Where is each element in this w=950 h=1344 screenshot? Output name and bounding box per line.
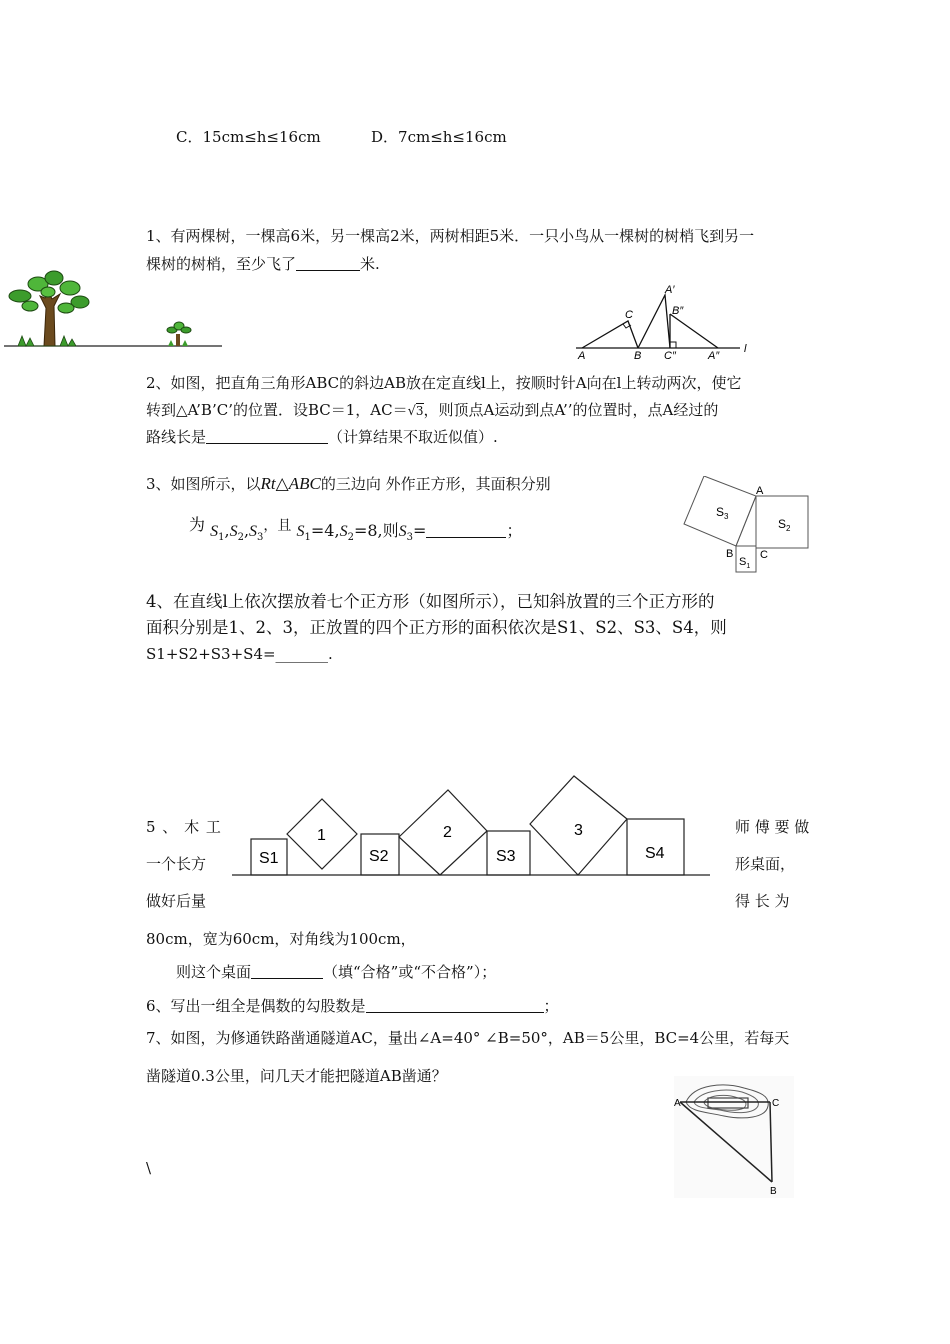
- q3-eq1: =4,: [310, 521, 340, 540]
- stray-backslash: \: [146, 1159, 152, 1177]
- q2-sqrt-value: 3: [415, 404, 424, 418]
- q2-label-a: A: [578, 350, 586, 362]
- q3-label-s3: $S_3$: [716, 505, 729, 521]
- q3-label-a: A: [756, 485, 764, 497]
- q5-line2-right: 形桌面，: [735, 855, 796, 873]
- q3-s2-eq-sub: 2: [347, 532, 354, 544]
- q5-line1-right: 师 傅 要 做: [735, 818, 810, 836]
- q4-line3: S1+S2+S3+S4=_______.: [146, 645, 333, 663]
- q3-label-c: C: [760, 549, 768, 561]
- q3-s1-sub: 1: [218, 532, 225, 544]
- q5-line4: 80cm，宽为60cm，对角线为100cm，: [146, 930, 416, 948]
- q3-s1: S: [210, 523, 219, 540]
- q1-line1: 1、有两棵树，一棵高6米，另一棵高2米，两树相距5米．一只小鸟从一棵树的树梢飞到另一: [146, 227, 755, 245]
- q6-answer-blank: [366, 998, 544, 1013]
- q4-line1: 4、在直线l上依次摆放着七个正方形（如图所示），已知斜放置的三个正方形的: [146, 592, 715, 611]
- q3-ze: 则: [382, 521, 399, 540]
- q2-line3-pre: 路线长是: [146, 428, 207, 446]
- q2-label-b-double-prime: B″: [672, 305, 684, 317]
- q2-rotation-figure: [568, 278, 758, 364]
- q2-label-c-double-prime: C″: [664, 350, 676, 362]
- q4-label-1: 1: [317, 827, 326, 844]
- q3-answer-blank: [426, 527, 506, 538]
- q3-wei: 为: [189, 515, 206, 534]
- trees-illustration: [0, 266, 226, 352]
- q1-answer-blank: [296, 256, 360, 271]
- q3-s2: S: [229, 523, 238, 540]
- sqrt-symbol: √: [407, 404, 416, 419]
- q4-label-2: 2: [443, 824, 452, 841]
- q1-line2-pre: 棵树的树梢，至少飞了: [146, 255, 297, 273]
- q3-line1: [146, 474, 551, 494]
- q2-line3-post: （计算结果不取近似值）.: [328, 428, 498, 446]
- q3-s2-sub: 2: [237, 532, 244, 544]
- q2-line3: [146, 427, 498, 447]
- q3-s3-eq-sub: 3: [406, 532, 413, 544]
- q2-line1: 2、如图，把直角三角形ABC的斜边AB放在定直线l上，按顺时针A向在l上转动两次，使它: [146, 374, 742, 392]
- q7-label-c: C: [772, 1098, 780, 1109]
- q4-label-s1: S1: [259, 850, 279, 867]
- q5-line3-left: 做好后量: [146, 892, 207, 910]
- q2-line2-post: ，则顶点A运动到点A’’的位置时，点A经过的: [423, 401, 719, 419]
- q5-answer-blank: [251, 964, 323, 979]
- small-tree-icon: [167, 322, 191, 346]
- q6-pre: 6、写出一组全是偶数的勾股数是: [146, 997, 366, 1015]
- q2-label-a-double-prime: A″: [708, 350, 720, 362]
- q2-label-a-prime: A′: [665, 284, 675, 296]
- q3-eq2: =8,: [353, 521, 383, 540]
- q3-label-b: B: [726, 548, 734, 560]
- q2-label-line-l: l: [744, 343, 747, 355]
- q7-tunnel-figure: [674, 1076, 794, 1198]
- big-tree-icon: [9, 271, 89, 346]
- q2-answer-blank: [206, 429, 328, 444]
- q1-line2-post: 米.: [360, 255, 380, 273]
- q5-line1-left: 5 、 木 工: [146, 818, 222, 836]
- q5-line3-right: 得 长 为: [735, 892, 790, 910]
- q3-s3-eq: S: [398, 523, 407, 540]
- q3-label-s2: $S_2$: [778, 517, 791, 533]
- q5-line5: [176, 962, 496, 982]
- q6-post: ；: [543, 997, 559, 1015]
- q3-end: ；: [506, 521, 523, 540]
- q3-line2: 为 $S_1,S_2,S_3$，且 $S_1=4,S_2=8$,则$S_3=$ ；: [189, 515, 523, 544]
- q5-line5-pre: 则这个桌面: [176, 963, 252, 981]
- q2-line2-pre: 转到△A’B’C’的位置．设BC＝1，AC＝: [146, 401, 408, 419]
- q7-label-a: A: [674, 1098, 681, 1109]
- q7-line1: 7、如图，为修通铁路凿通隧道AC，量出∠A=40° ∠B=50°，AB＝5公里，BC=4公里，若每天: [146, 1029, 790, 1047]
- q4-line2: 面积分别是1、2、3，正放置的四个正方形的面积依次是S1、S2、S3、S4，则: [146, 618, 727, 637]
- q7-label-b: B: [770, 1186, 777, 1197]
- q2-line2: [146, 400, 718, 422]
- q5-line5-post: （填“合格”或“不合格”）；: [323, 963, 497, 981]
- q6-line: [146, 996, 559, 1016]
- q3-s2-eq: S: [339, 523, 348, 540]
- q2-label-c: C: [625, 309, 633, 321]
- q7-line2: 凿隧道0.3公里，问几天才能把隧道AB凿通？: [146, 1067, 447, 1085]
- q2-label-b: B: [634, 350, 642, 362]
- q4-seven-squares-figure: [228, 772, 714, 880]
- q4-label-s3: S3: [496, 848, 516, 865]
- q3-squares-figure: [680, 476, 816, 580]
- option-d: D．7cm≤h≤16cm: [371, 128, 507, 146]
- q5-line2-left: 一个长方: [146, 855, 207, 873]
- q3-line1-post: 的三边向 外作正方形，其面积分别: [320, 475, 551, 493]
- q3-s3-sub: 3: [257, 532, 264, 544]
- q3-s1-eq: S: [296, 523, 305, 540]
- q4-label-s4: S4: [645, 845, 665, 862]
- q4-label-3: 3: [574, 822, 583, 839]
- q3-line1-pre: 3、如图所示，以: [146, 475, 261, 493]
- q3-s3: S: [249, 523, 258, 540]
- option-c: C．15cm≤h≤16cm: [176, 128, 321, 146]
- q4-label-s2: S2: [369, 848, 389, 865]
- q3-label-s1: $S_1$: [739, 556, 751, 570]
- q3-qie: ，且: [263, 518, 292, 534]
- q3-eq3: =: [413, 521, 427, 540]
- q3-s1-eq-sub: 1: [304, 532, 311, 544]
- q3-rt-abc: Rt△ABC: [260, 474, 321, 493]
